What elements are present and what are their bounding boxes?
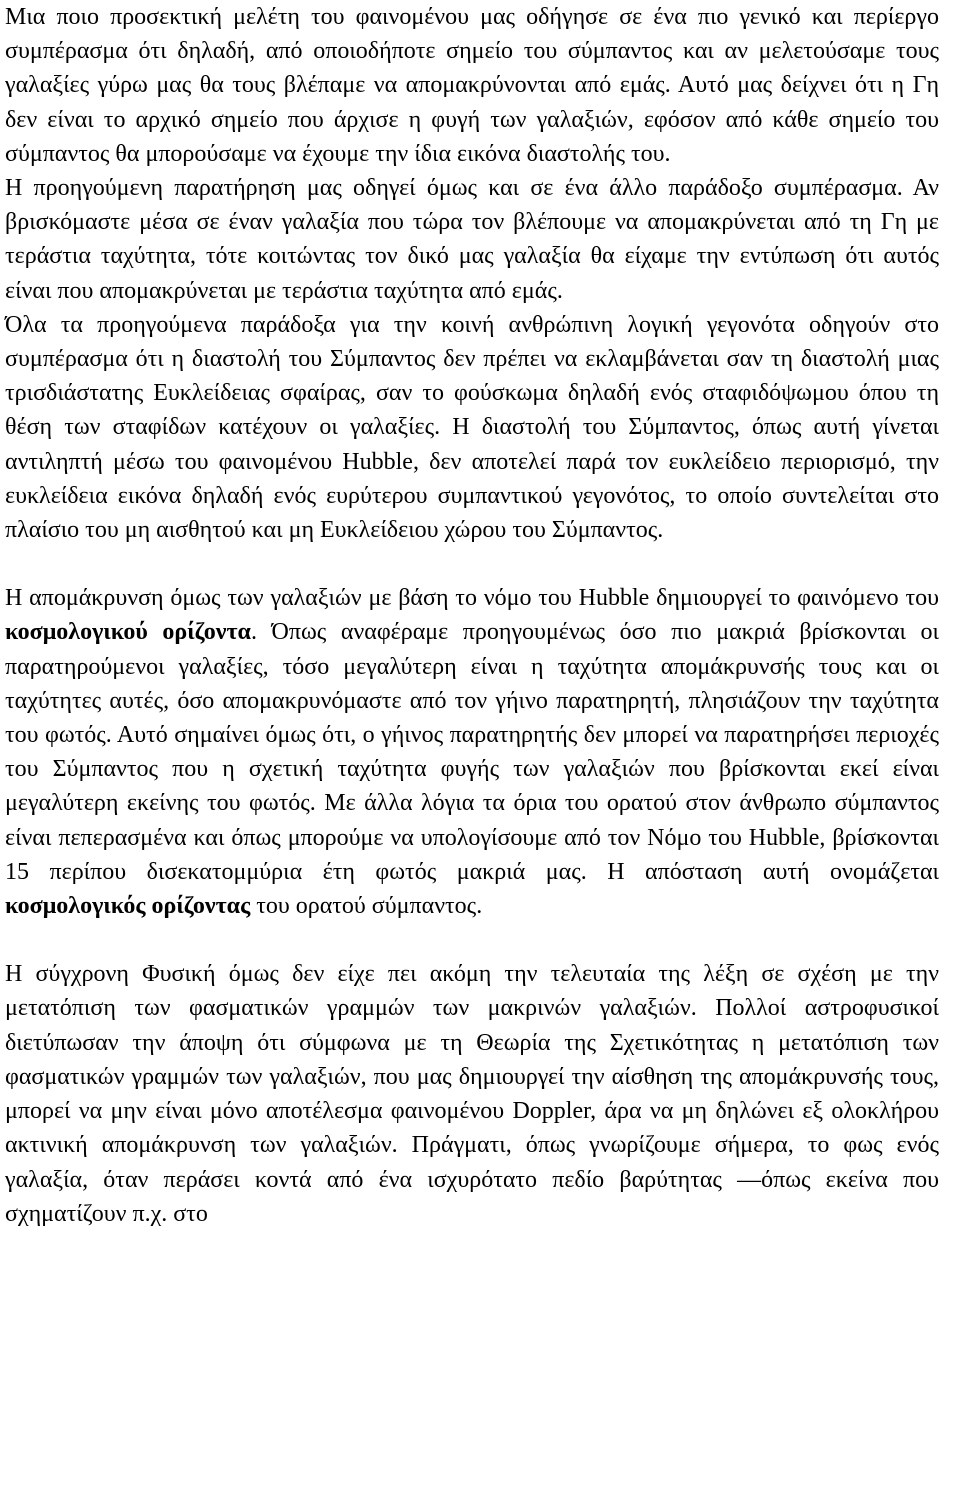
paragraph-4-text-a: Η απομάκρυνση όμως των γαλαξιών με βάση το νόμο του Hubble δημιουργεί το φαινόμενο του [5, 585, 939, 612]
paragraph-5: Η σύγχρονη Φυσική όμως δεν είχε πει ακόμη την τελευταία της λέξη σε σχέση με την μετατόπιση των φασματικών γραμμών των μακρινών γαλαξιών. Πολλοί αστροφυσικοί διετύπωσαν την άποψη ότι σύμφωνα με τη Θεωρία της Σχετικότητας η μετατόπιση των φασματικών γραμμών των γαλαξιών, που μας δημιουργεί την αίσθηση της απομάκρυνσής τους, μπορεί να μην είναι μόνο αποτέλεσμα φαινομένου Doppler, άρα να μη δηλώνει εξ ολοκλήρου ακτινική απομάκρυνση των γαλαξιών. Πράγματι, όπως γνωρίζουμε σήμερα, το φως ενός γαλαξία, όταν περάσει κοντά από ένα ισχυρότατο πεδίο βαρύτητας —όπως εκείνα που σχηματίζουν π.χ. στο [5, 961, 939, 1227]
term-cosmological-horizon-nominative: κοσμολογικός ορίζοντας [5, 893, 251, 920]
paragraph-4-text-b: . Όπως αναφέραμε προηγουμένως όσο πιο μακριά βρίσκονται οι παρατηρούμενοι γαλαξίες, τόσο μεγαλύτερη είναι η ταχύτητα απομάκρυνσής τους και οι ταχύτητες αυτές, όσο απομακρυνόμαστε από τον γήινο παρατηρητή, πλησιάζουν την ταχύτητα του φωτός. Αυτό σημαίνει όμως ότι, ο γήινος παρατηρητής δεν μπορεί να παρατηρήσει περιοχές του Σύμπαντος που η σχετική ταχύτητα φυγής των γαλαξιών που βρίσκονται εκεί είναι μεγαλύτερη εκείνης του φωτός. Με άλλα λόγια τα όρια του ορατού στον άνθρωπο σύμπαντος είναι πεπερασμένα και όπως μπορούμε να υπολογίσουμε από τον Νόμο του Hubble, βρίσκονται 15 περίπου δισεκατομμύρια έτη φωτός μακριά μας. Η απόσταση αυτή ονομάζεται [5, 619, 940, 885]
term-cosmological-horizon: κοσμολογικού ορίζοντα [5, 619, 251, 646]
paragraph-gap [5, 923, 939, 957]
paragraph-2: Η προηγούμενη παρατήρηση μας οδηγεί όμως και σε ένα άλλο παράδοξο συμπέρασμα. Αν βρισκόμαστε μέσα σε έναν γαλαξία που τώρα τον βλέπουμε να απομακρύνεται από τη Γη με τεράστια ταχύτητα, τότε κοιτώντας τον δικό μας γαλαξία θα είχαμε την εντύπωση ότι αυτός είναι που απομακρύνεται με τεράστια ταχύτητα από εμάς. [5, 175, 939, 304]
paragraph-4-text-c: του ορατού σύμπαντος. [250, 893, 483, 920]
document-page [5, 0, 939, 1231]
paragraph-4 [5, 581, 939, 923]
paragraph-1: Μια ποιο προσεκτική μελέτη του φαινομένου μας οδήγησε σε ένα πιο γενικό και περίεργο συμπέρασμα ότι δηλαδή, από οποιοδήποτε σημείο του σύμπαντος και αν μελετούσαμε τους γαλαξίες γύρω μας θα τους βλέπαμε να απομακρύνονται από εμάς. Αυτό μας δείχνει ότι η Γη δεν είναι το αρχικό σημείο που άρχισε η φυγή των γαλαξιών, εφόσον από κάθε σημείο του σύμπαντος θα μπορούσαμε να έχουμε την ίδια εικόνα διαστολής του. [5, 4, 939, 167]
paragraph-3: Όλα τα προηγούμενα παράδοξα για την κοινή ανθρώπινη λογική γεγονότα οδηγούν στο συμπέρασμα ότι η διαστολή του Σύμπαντος δεν πρέπει να εκλαμβάνεται σαν τη διαστολή μιας τρισδιάστατης Ευκλείδειας σφαίρας, σαν το φούσκωμα δηλαδή ενός σταφιδόψωμου όπου τη θέση των σταφίδων κατέχουν οι γαλαξίες. Η διαστολή του Σύμπαντος, όπως αυτή γίνεται αντιληπτή μέσω του φαινομένου Hubble, δεν αποτελεί παρά τον ευκλείδειο περιορισμό, την ευκλείδεια εικόνα δηλαδή ενός ευρύτερου συμπαντικού γεγονότος, το οποίο συντελείται στο πλαίσιο του μη αισθητού και μη Ευκλείδειου χώρου του Σύμπαντος. [5, 311, 939, 544]
paragraph-gap [5, 547, 939, 581]
